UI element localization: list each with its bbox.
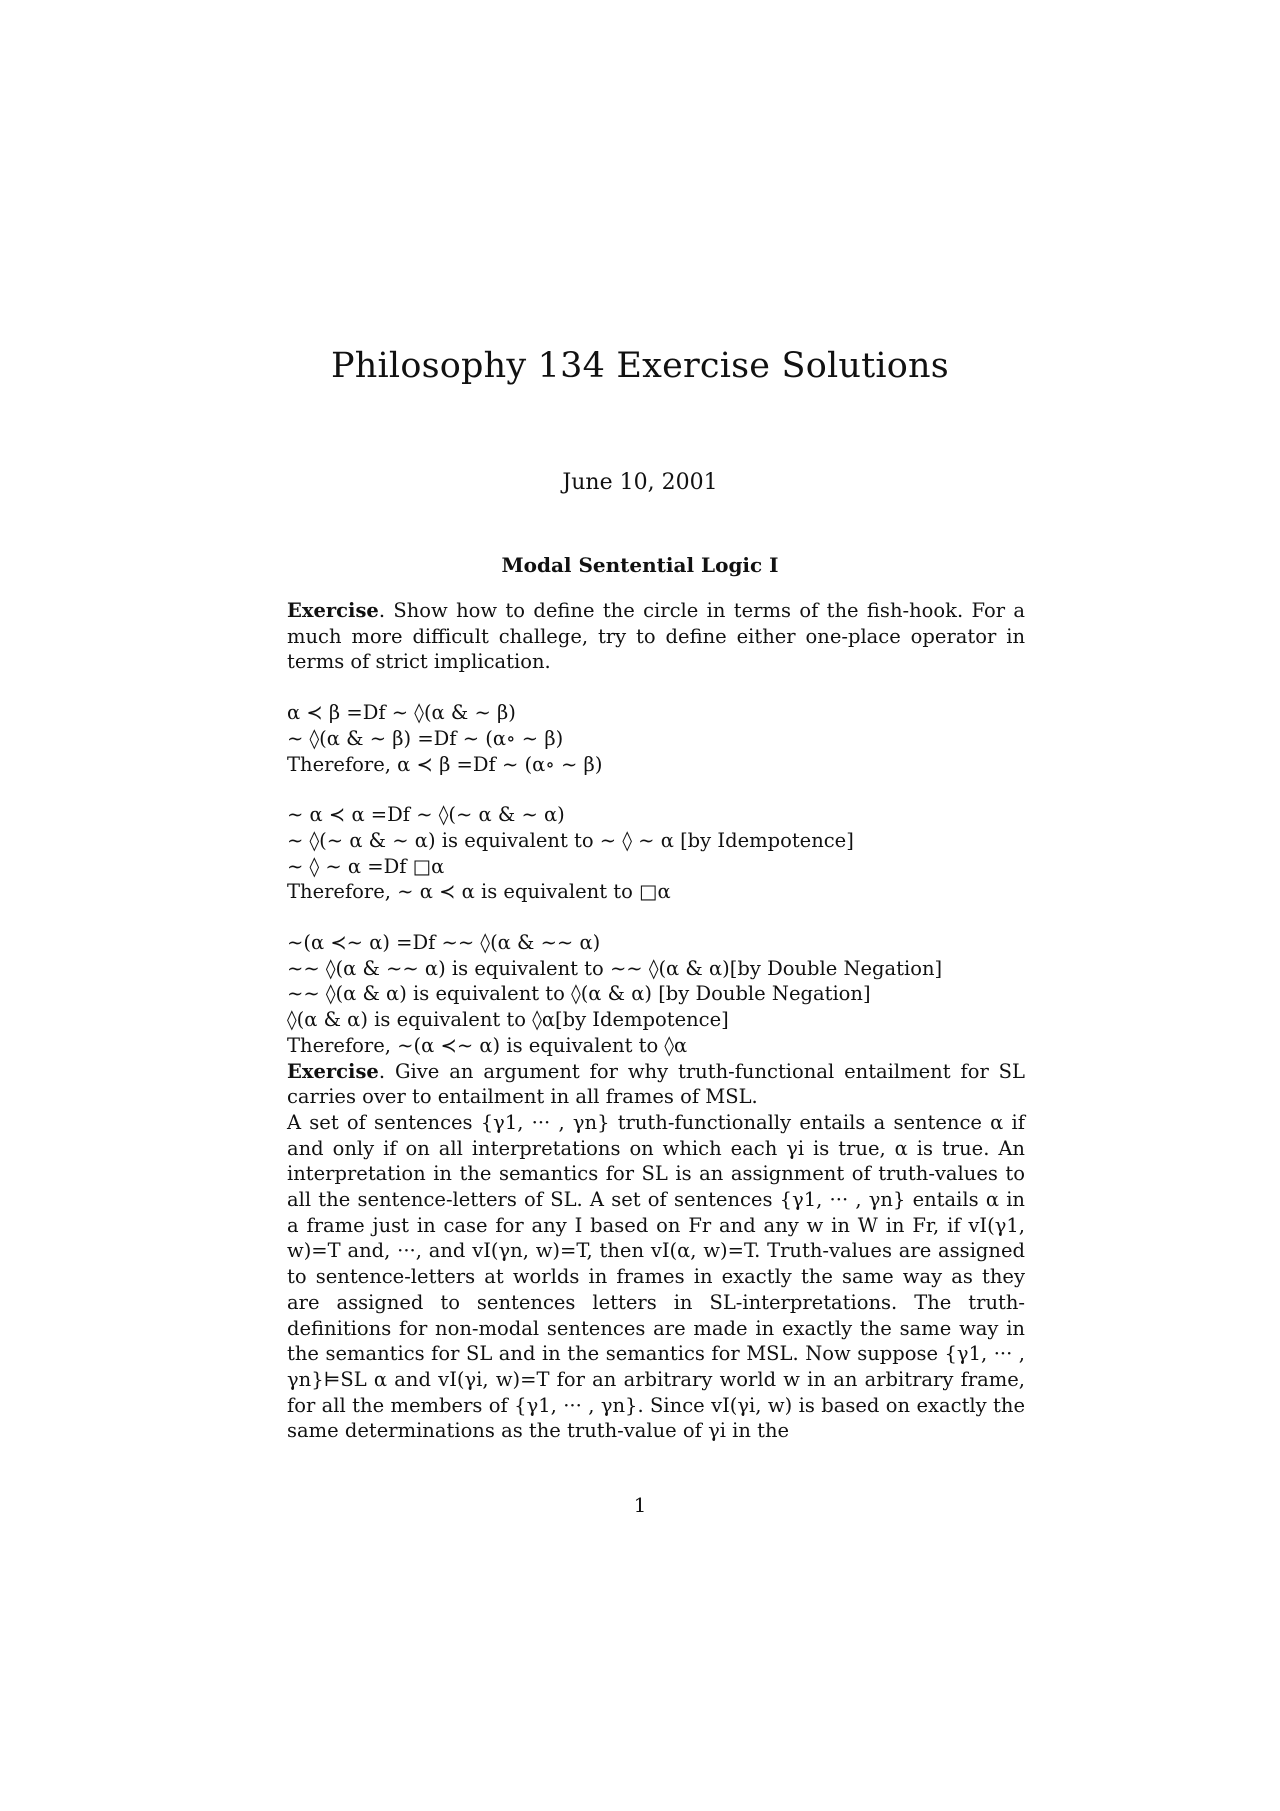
derivation-block-1: [287, 700, 1025, 777]
derivation-line: ∼(α ≺∼ α) =Df ∼∼ ◊(α & ∼∼ α): [287, 931, 601, 955]
exercise-2-paragraph: [287, 1059, 1025, 1110]
derivation-line: Therefore, α ≺ β =Df ∼ (α∘ ∼ β): [287, 752, 603, 776]
document-date: June 10, 2001: [562, 470, 718, 495]
derivation-block-2: [287, 802, 1025, 905]
exercise-1-text: . Show how to define the circle in terms of the fish-hook. For a much more difficult challege, try to define either one-place operator in terms of strict implication.: [287, 599, 1025, 674]
derivation-block-3: [287, 930, 1025, 1059]
derivation-line: ∼ α ≺ α =Df ∼ ◊(∼ α & ∼ α): [287, 803, 565, 827]
derivation-line: ∼∼ ◊(α & α) is equivalent to ◊(α & α) [by Double Negation]: [287, 982, 871, 1006]
exercise-2-text: . Give an argument for why truth-functional entailment for SL carries over to entailment in all frames of MSL.: [287, 1059, 1025, 1109]
page-title: Philosophy 134 Exercise Solutions: [331, 346, 949, 386]
derivation-line: ∼∼ ◊(α & ∼∼ α) is equivalent to ∼∼ ◊(α & α)[by Double Negation]: [287, 956, 943, 980]
exercise-2-answer: A set of sentences {γ1, ··· , γn} truth-functionally entails a sentence α if and only if on all interpretations on which each γi is true, α is true. An interpretation in the semantics for SL is an assignment of truth-values to all the sentence-letters of SL. A set of sentences {γ1, ··· , γn} entails α in a frame just in case for any I based on Fr and any w in W in Fr, if vI(γ1, w)=T and, ···, and vI(γn, w)=T, then vI(α, w)=T. Truth-values are assigned to sentence-letters at worlds in frames in exactly the same way as they are assigned to sentences letters in SL-interpretations. The truth-definitions for non-modal sentences are made in exactly the same way in the semantics for SL and in the semantics for MSL. Now suppose {γ1, ··· , γn}⊨SL α and vI(γi, w)=T for an arbitrary world w in an arbitrary frame, for all the members of {γ1, ··· , γn}. Since vI(γi, w) is based on exactly the same determinations as the truth-value of γi in the: [287, 1110, 1025, 1443]
derivation-line: ∼ ◊(α & ∼ β) =Df ∼ (α∘ ∼ β): [287, 726, 564, 750]
derivation-line: Therefore, ∼(α ≺∼ α) is equivalent to ◊α: [287, 1033, 688, 1057]
exercise-1-label: Exercise: [287, 599, 379, 622]
derivation-line: ∼ ◊ ∼ α =Df □α: [287, 854, 445, 878]
exercise-1-paragraph: [287, 598, 1025, 675]
exercise-2-label: Exercise: [287, 1059, 379, 1083]
document-body: [287, 598, 1025, 1444]
derivation-line: ◊(α & α) is equivalent to ◊α[by Idempotence]: [287, 1008, 729, 1032]
page-number: 1: [633, 1493, 647, 1517]
section-heading: Modal Sentential Logic I: [501, 553, 779, 577]
derivation-line: α ≺ β =Df ∼ ◊(α & ∼ β): [287, 701, 516, 725]
derivation-line: ∼ ◊(∼ α & ∼ α) is equivalent to ∼ ◊ ∼ α [by Idempotence]: [287, 828, 854, 852]
derivation-line: Therefore, ∼ α ≺ α is equivalent to □α: [287, 880, 671, 904]
